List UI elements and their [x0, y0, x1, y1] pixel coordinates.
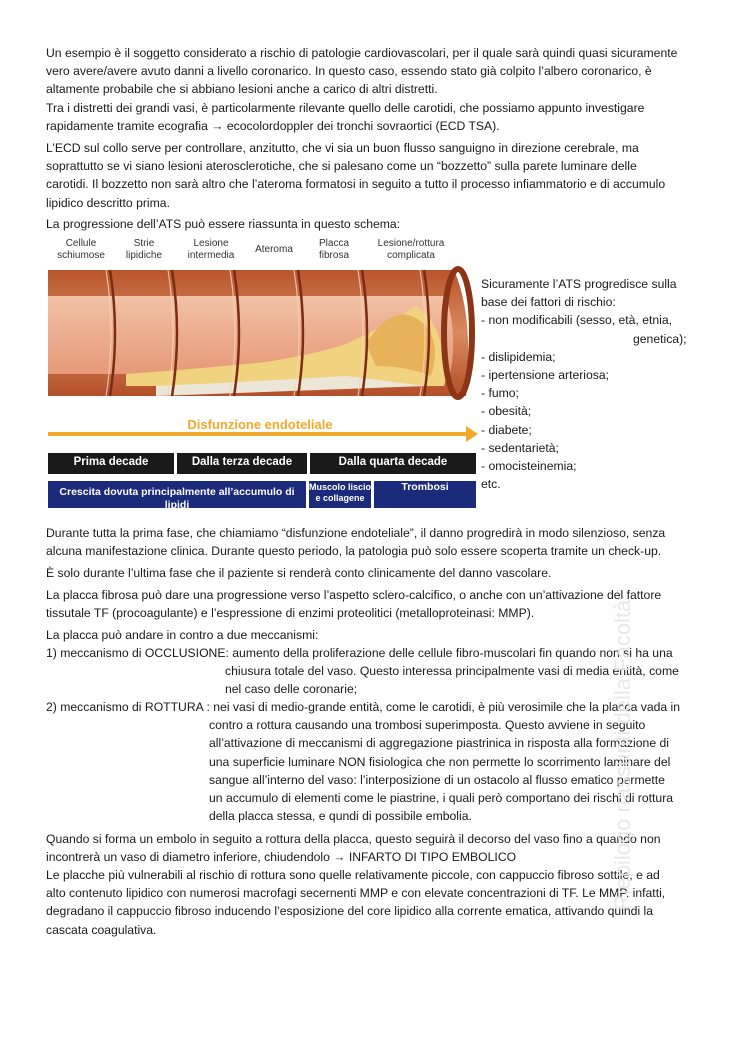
growth-label-2: Muscolo liscio e collagene — [309, 482, 372, 503]
text-line: carotidi. Il bozzetto non sarà altro che l’ateroma formatosi in seguito a tutto il processo infiammatorio e di accumulo — [46, 177, 666, 192]
text-line: Un esempio è il soggetto considerato a rischio di patologie cardiovascolari, per il quale sarà quindi quasi sicuramente — [46, 46, 678, 60]
text-line: vero avere/avere avuto danni a livello coronarico. In questo caso, essendo stato già colpito l’albero coronarico, è — [46, 64, 652, 79]
list-item: - non modificabili (sesso, età, etnia, — [481, 313, 673, 328]
stage-label-1: Cellule schiumose — [57, 238, 105, 261]
intro-paragraph — [46, 44, 698, 135]
watermark-text: Riepilogo riassunti della Facoltà — [610, 599, 635, 911]
endothelial-paragraph: Durante tutta la prima fase, che chiamiamo “disfunzione endoteliale”, il danno progredirà in modo silenzioso, senza alcuna manifestazione clinica. Durante questo periodo, la patologia può solo essere scoperta tramite un check-up. — [46, 526, 666, 559]
decade-label-2: Dalla terza decade — [191, 456, 293, 468]
list-item: Sicuramente l’ATS progredisce sulla — [481, 277, 677, 291]
list-item: base dei fattori di rischio: — [481, 295, 616, 310]
mechanism-label: 2) meccanismo di ROTTURA : — [46, 700, 210, 714]
list-item: - dislipidemia; — [481, 349, 556, 364]
last-phase-paragraph: È solo durante l’ultima fase che il paziente si renderà conto clinicamente del danno vascolare. — [46, 566, 552, 580]
text-line: soprattutto se vi siano lesioni aterosclerotiche, che si palesano come un “bozzetto” sulla parete luminare delle — [46, 159, 637, 174]
arrow-label: Disfunzione endoteliale — [187, 417, 333, 432]
schema-intro: La progressione dell’ATS può essere riassunta in questo schema: — [46, 217, 401, 231]
timeline-arrow — [48, 432, 468, 436]
embolus-paragraph: Quando si forma un embolo in seguito a rottura della placca, questo seguirà il decorso del vaso fino a quando non incontrerà un vaso di diametro inferiore, chiudendolo → INFARTO DI TIPO EMBOLICO — [46, 832, 661, 865]
list-item: - fumo; — [481, 386, 519, 401]
stage-label-5: Placca fibrosa — [318, 238, 349, 261]
growth-label-1: Crescita dovuta principalmente all’accumulo di lipidi — [59, 486, 295, 511]
risk-factors-list — [481, 275, 711, 493]
ecd-paragraph — [46, 139, 698, 212]
text-line: L’ECD sul collo serve per controllare, anzitutto, che vi sia un buon flusso sanguigno in direzione cerebrale, ma — [46, 141, 639, 155]
stage-label-3: Lesione intermedia — [187, 238, 235, 261]
decade-label-3: Dalla quarta decade — [338, 456, 448, 468]
text-line: altamente probabile che si abbiano lesioni anche a carico di altri distretti. — [46, 82, 438, 97]
decade-label-1: Prima decade — [73, 456, 149, 468]
fibrous-plaque-paragraph: La placca fibrosa può dare una progressione verso l’aspetto sclero-calcifico, o anche con un’attivazione del fattore tissutale TF (procoagulante) e l’espressione di enzimi proteolitici (metalloproteinasi: MMP). — [46, 588, 662, 621]
list-item: - obesità; — [481, 404, 532, 419]
watermark — [600, 540, 660, 970]
list-item: - omocisteinemia; — [481, 459, 577, 474]
mechanisms-intro: La placca può andare in contro a due meccanismi: — [46, 628, 319, 642]
mechanism-rupture: 2) meccanismo di ROTTURA : nei vasi di medio-grande entità, come le carotidi, è più verosimile che la placca vada in contro a rottura causando una trombosi superimposta. Questo avviene in seguito all’attivazione di meccanismi di aggregazione piastrinica in risposta alla formazione di una superficie luminare NON fisiologica che non permette lo scorrimento laminare del sangue all’interno del vaso: l’interposizione di un ostacolo al flusso ematico permette un accumulo di elementi come le piastrine, i quali però comportano dei rischi di rottura della placca stessa, e qundi di possibile embolia. — [46, 700, 681, 824]
list-item: etc. — [481, 477, 501, 492]
stage-label-4: Ateroma — [255, 244, 293, 255]
growth-label-3: Trombosi — [401, 481, 449, 493]
list-item: genetica); — [633, 331, 687, 346]
mechanism-label: 1) meccanismo di OCCLUSIONE: — [46, 646, 229, 660]
stage-label-2: Strie lipidiche — [125, 238, 163, 261]
list-item: - sedentarietà; — [481, 440, 559, 455]
text-line: lipidico descritto prima. — [46, 195, 170, 210]
ats-progression-figure — [46, 236, 478, 514]
vulnerable-plaque-paragraph: Le placche più vulnerabili al rischio di rottura sono quelle relativamente piccole, con cappuccio fibroso sottile, e ad alto contenuto lipidico con numerosi macrofagi secernenti MMP e con elevate concentrazioni di TF. Le MMP, infatti, degradano il cappuccio fibroso inducendo l’esposizione del core lipidico alla corrente ematica, attivando quindi la cascata coagulativa. — [46, 868, 666, 937]
text-line: Tra i distretti dei grandi vasi, è particolarmente rilevante quello delle carotidi, che possiamo appunto investigare — [46, 100, 645, 115]
mechanism-occlusion: 1) meccanismo di OCCLUSIONE: aumento della proliferazione delle cellule fibro-muscolari fin quando non si ha una chiusura totale del vaso. Questo interessa principalmente vasi di media entità, come nel caso delle coronarie; — [46, 646, 679, 697]
stage-label-6: Lesione/rottura complicata — [377, 238, 445, 261]
text-line: rapidamente tramite ecografia → ecocolordoppler dei tronchi sovraortici (ECD TSA). — [46, 118, 500, 133]
list-item: - diabete; — [481, 422, 532, 437]
list-item: - ipertensione arteriosa; — [481, 368, 610, 383]
